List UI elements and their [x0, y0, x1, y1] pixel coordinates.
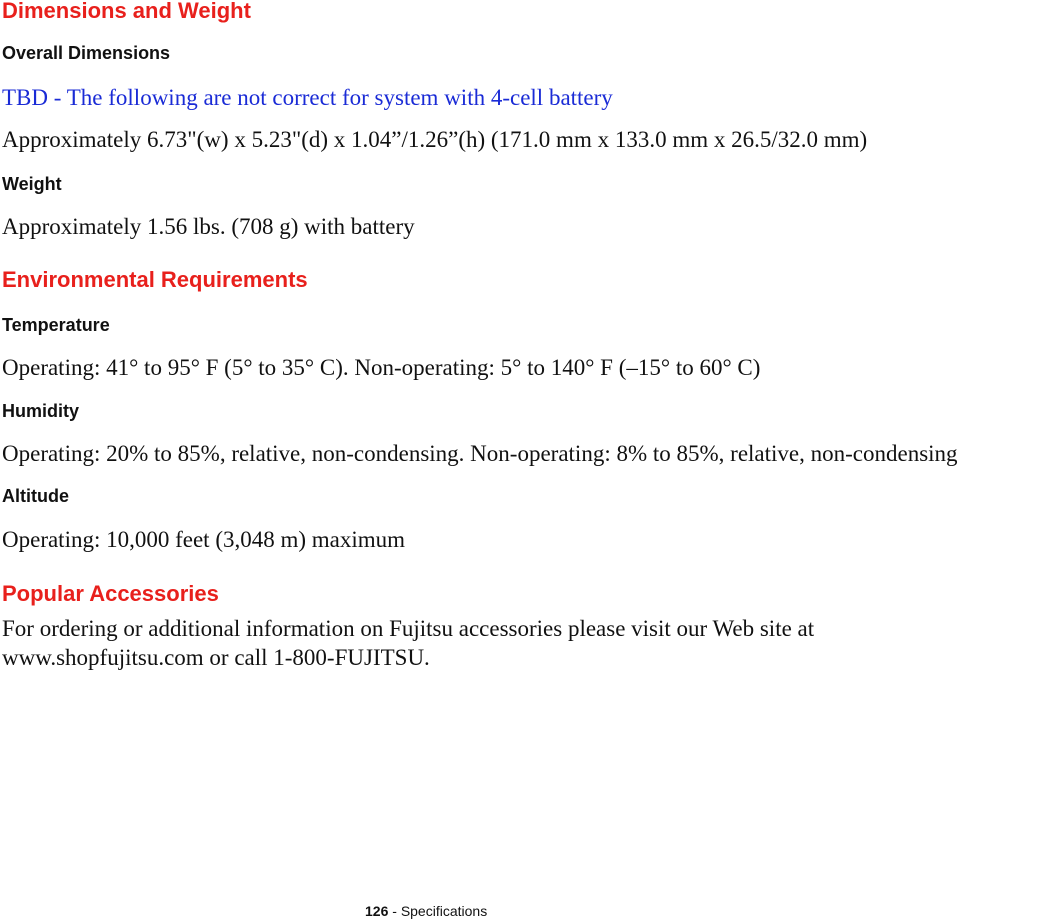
altitude-label: Altitude	[2, 486, 69, 506]
temperature-label: Temperature	[2, 315, 110, 335]
accessories-line-1: For ordering or additional information on Fujitsu accessories please visit our Web site at	[2, 616, 815, 641]
tbd-note: TBD - The following are not correct for system with 4-cell battery	[2, 85, 613, 110]
page-number: 126	[365, 903, 389, 919]
footer-section-name: Specifications	[400, 903, 488, 919]
page-footer	[365, 904, 487, 918]
humidity-value: Operating: 20% to 85%, relative, non-condensing. Non-operating: 8% to 85%, relative, non-condensing	[2, 441, 958, 466]
overall-dimensions-value: Approximately 6.73"(w) x 5.23"(d) x 1.04”/1.26”(h) (171.0 mm x 133.0 mm x 26.5/32.0 mm)	[2, 127, 868, 152]
altitude-value: Operating: 10,000 feet (3,048 m) maximum	[2, 527, 406, 552]
footer-separator: -	[388, 903, 401, 919]
section-title-accessories: Popular Accessories	[2, 581, 219, 606]
accessories-line-2: www.shopfujitsu.com or call 1-800-FUJITSU.	[2, 645, 430, 670]
overall-dimensions-label: Overall Dimensions	[2, 43, 171, 63]
temperature-value: Operating: 41° to 95° F (5° to 35° C). Non-operating: 5° to 140° F (–15° to 60° C)	[2, 355, 761, 380]
section-title-environment: Environmental Requirements	[2, 267, 308, 292]
weight-value: Approximately 1.56 lbs. (708 g) with battery	[2, 214, 415, 239]
section-title-dimensions: Dimensions and Weight	[2, 0, 251, 23]
humidity-label: Humidity	[2, 401, 80, 421]
weight-label: Weight	[2, 174, 62, 194]
